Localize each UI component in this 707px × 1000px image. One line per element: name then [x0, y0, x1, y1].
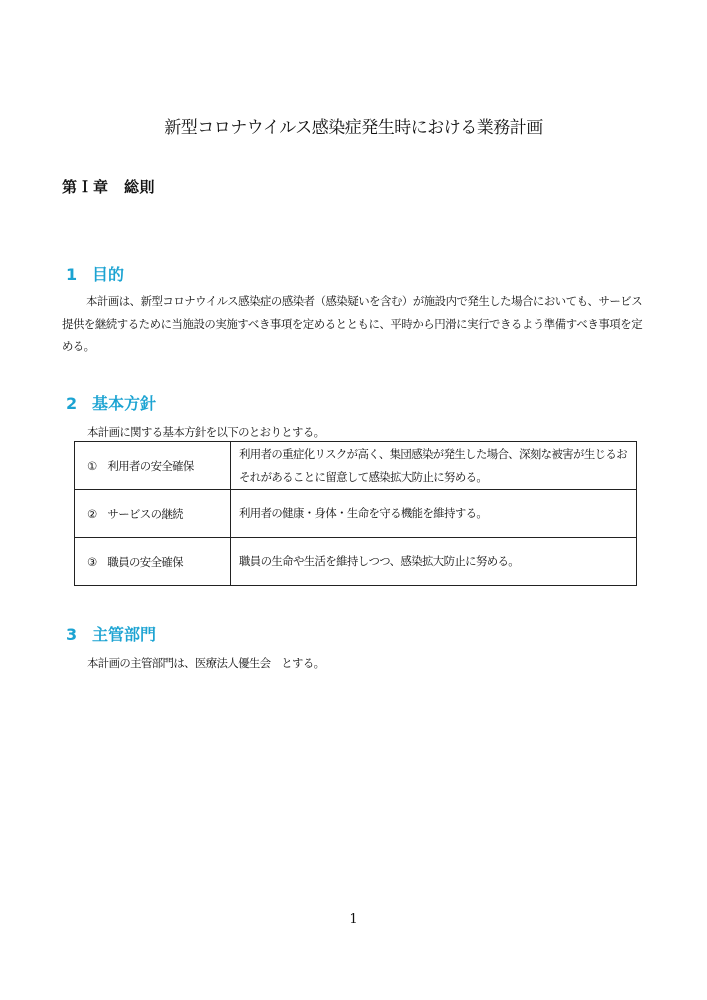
section-number: 1 [66, 265, 78, 284]
section-title: 主管部門 [92, 625, 157, 644]
policy-text: 利用者の重症化リスクが高く、集団感染が発生した場合、深刻な被害が生じるおそれがあることに留意して感染拡大防止に努める。 [231, 442, 637, 490]
policy-table [74, 441, 637, 586]
policy-text: 職員の生命や生活を維持しつつ、感染拡大防止に努める。 [231, 538, 637, 586]
table-row [75, 538, 637, 586]
policy-intro: 本計画に関する基本方針を以下のとおりとする。 [87, 425, 325, 439]
table-row [75, 442, 637, 490]
section-heading-department [66, 622, 156, 645]
purpose-paragraph: 本計画は、新型コロナウイルス感染症の感染者（感染疑いを含む）が施設内で発生した場合においても、サービス提供を継続するために当施設の実施すべき事項を定めるとともに、平時から円滑に実行できるよう準備すべき事項を定める。 [62, 294, 642, 353]
policy-label: ① 利用者の安全確保 [75, 442, 231, 490]
policy-label: ③ 職員の安全確保 [75, 538, 231, 586]
chapter-heading: 第Ｉ章 総則 [62, 178, 156, 196]
table-row [75, 490, 637, 538]
section-title: 目的 [92, 265, 125, 284]
section-heading-policy [66, 391, 156, 414]
policy-text: 利用者の健康・身体・生命を守る機能を維持する。 [231, 490, 637, 538]
section-title: 基本方針 [92, 394, 157, 413]
policy-label: ② サービスの継続 [75, 490, 231, 538]
document-title: 新型コロナウイルス感染症発生時における業務計画 [164, 118, 543, 138]
section-number: 2 [66, 394, 78, 413]
page-number: 1 [349, 912, 358, 927]
section-heading-purpose [66, 262, 124, 285]
department-text: 本計画の主管部門は、医療法人優生会 とする。 [87, 656, 325, 670]
section-number: 3 [66, 625, 78, 644]
